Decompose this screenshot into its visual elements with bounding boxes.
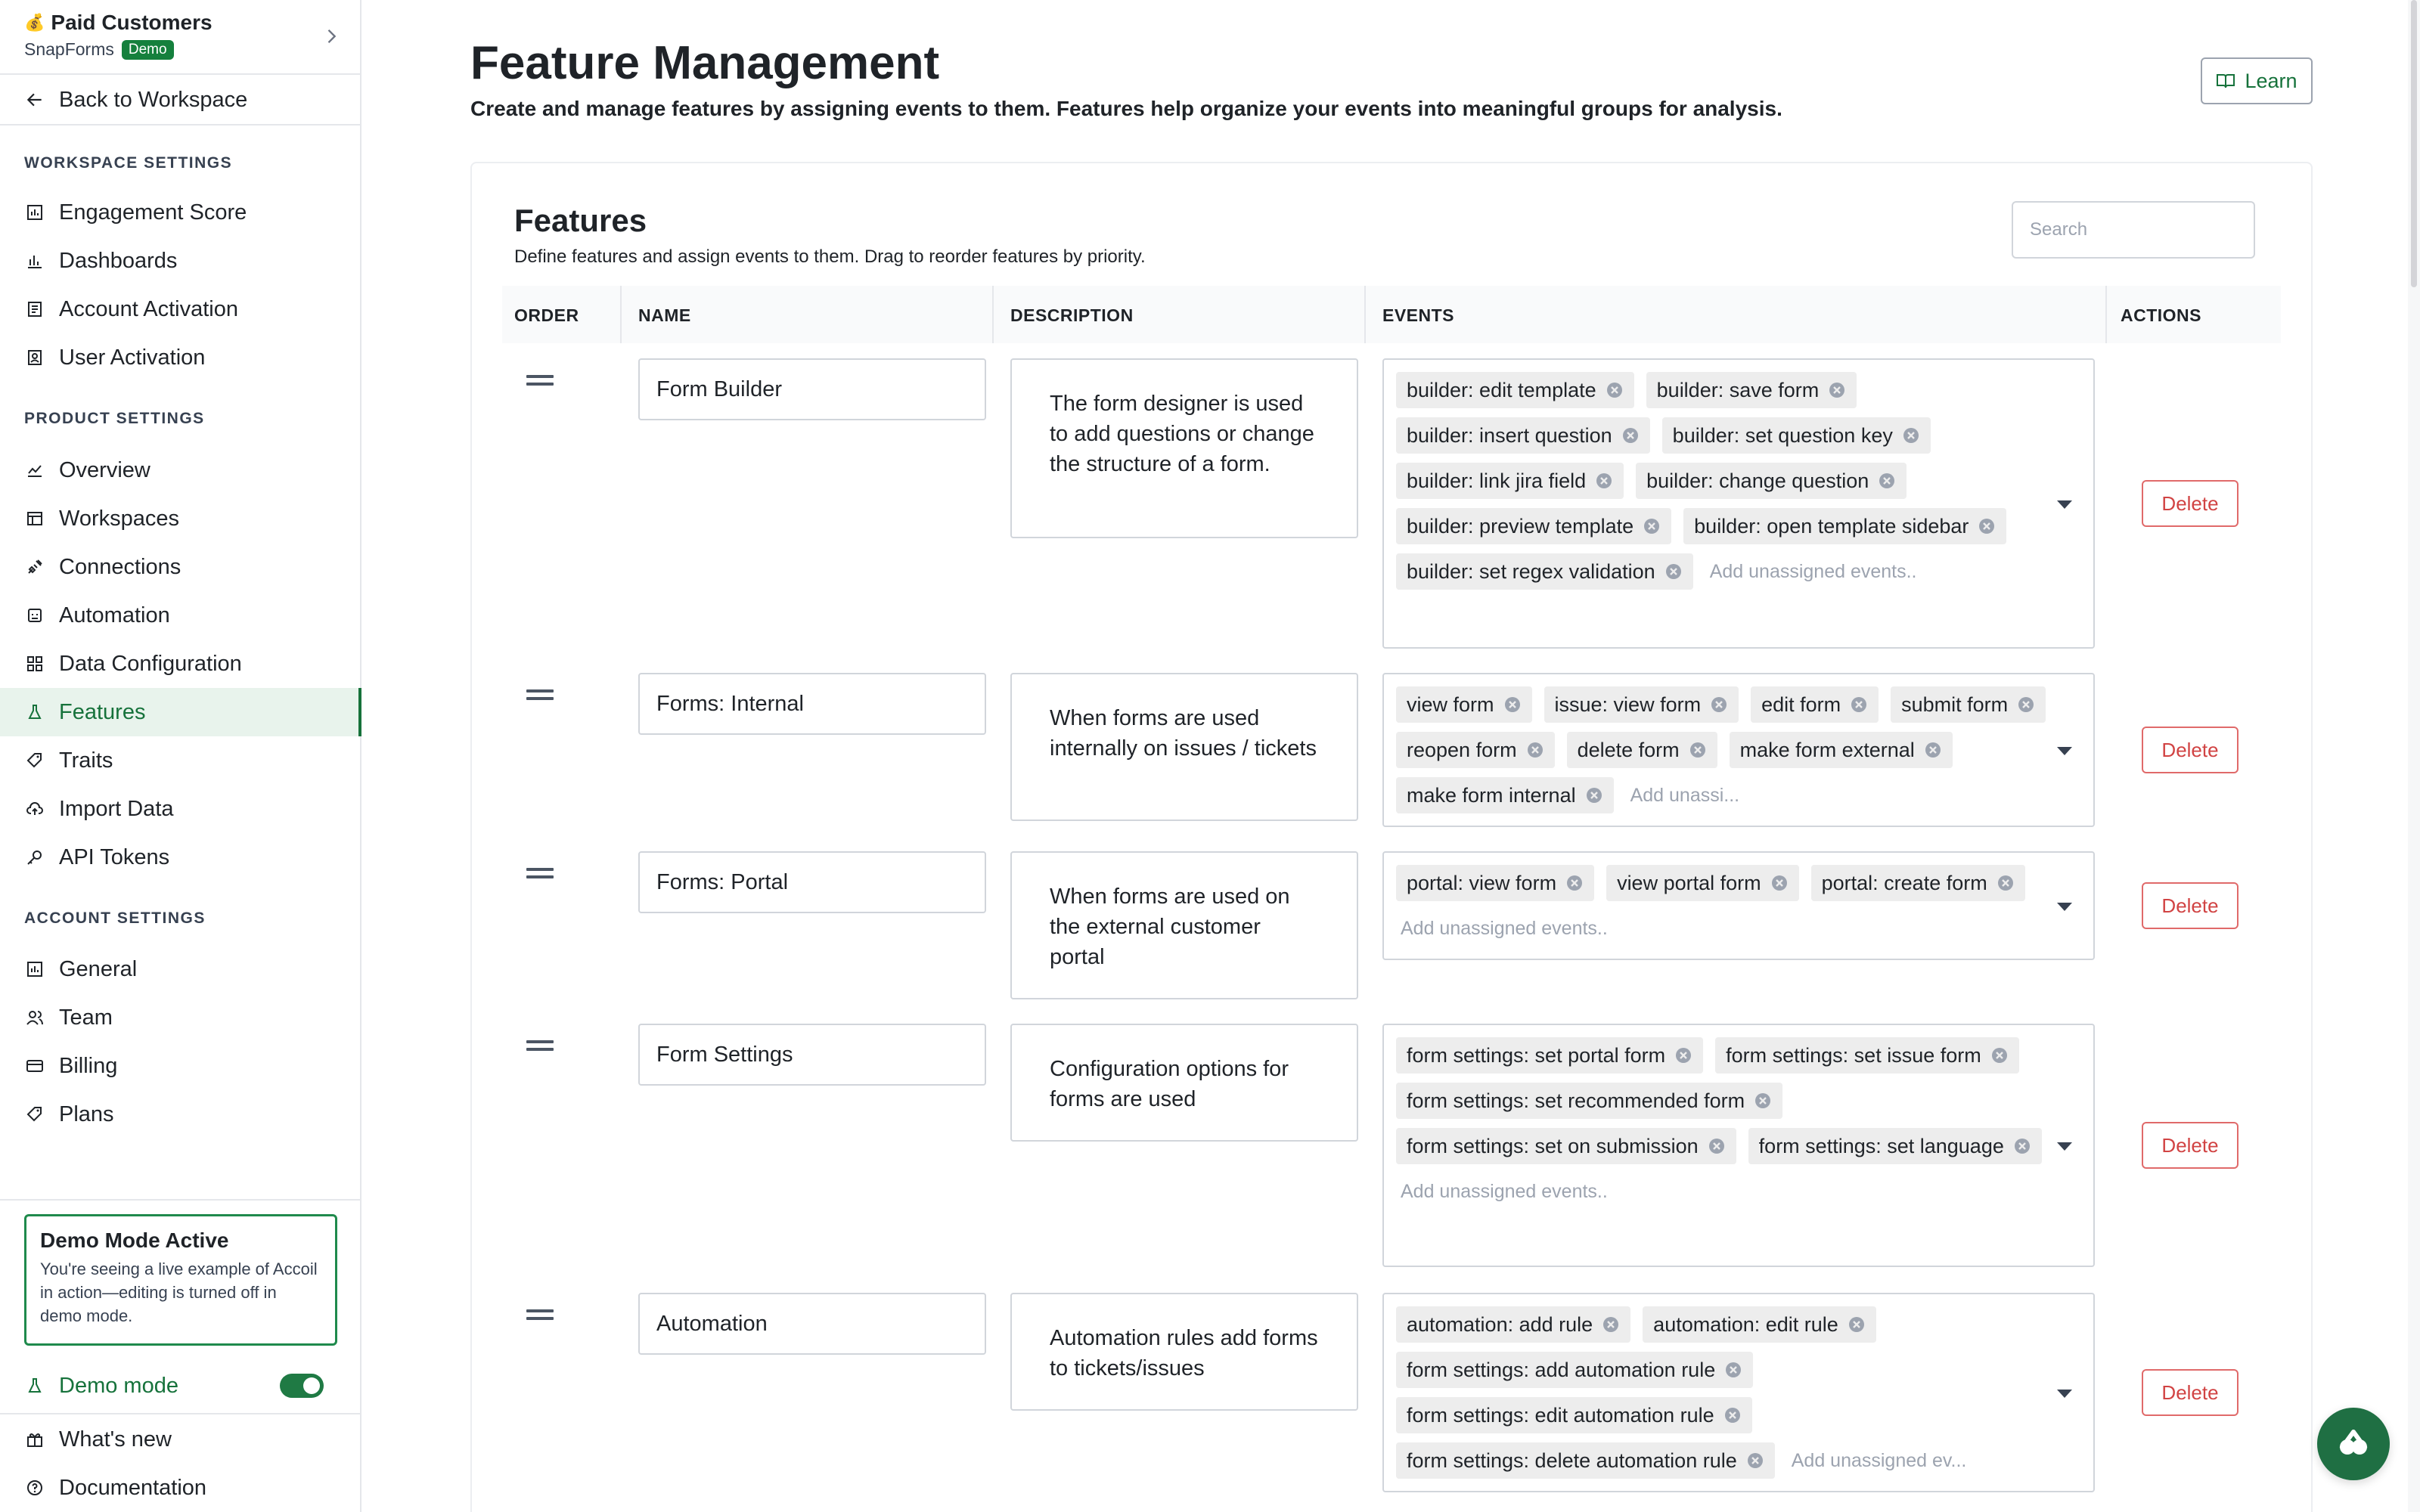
event-chip-label: form settings: set issue form [1726, 1043, 1981, 1067]
event-chip-label: portal: create form [1821, 871, 1987, 894]
event-chip-label: view form [1407, 692, 1494, 716]
sidebar-item-general[interactable]: General [0, 945, 361, 993]
gift-icon [24, 1429, 45, 1450]
remove-event-icon[interactable] [1565, 874, 1584, 892]
event-chip-label: make form internal [1407, 783, 1576, 807]
event-chip-label: builder: set question key [1672, 423, 1893, 447]
events-multiselect[interactable] [1382, 1024, 2095, 1267]
documentation-link[interactable]: Documentation [0, 1464, 361, 1512]
event-chip-label: edit form [1761, 692, 1841, 716]
remove-event-icon[interactable] [1996, 874, 2015, 892]
sidebar-item-features[interactable]: Features [0, 688, 361, 736]
sidebar-item-billing[interactable]: Billing [0, 1042, 361, 1090]
event-chip-label: form settings: set language [1758, 1134, 2004, 1157]
event-chip [1396, 865, 1594, 901]
col-actions: ACTIONS [2121, 305, 2201, 325]
money-bag-icon: 💰 [24, 13, 45, 32]
remove-event-icon[interactable] [1689, 741, 1707, 759]
col-events: EVENTS [1382, 305, 1455, 325]
col-order: ORDER [514, 305, 579, 325]
event-chip-label: builder: preview template [1407, 514, 1634, 538]
drag-handle-icon[interactable] [526, 1309, 554, 1323]
demo-notice-title: Demo Mode Active [40, 1228, 229, 1252]
event-chip-label: form settings: delete automation rule [1407, 1448, 1737, 1472]
event-chip-label: builder: set regex validation [1407, 559, 1655, 583]
event-chip [1396, 1397, 1752, 1433]
event-chip [1751, 686, 1879, 723]
event-chip [1683, 508, 2006, 544]
add-events-input[interactable]: Add unassi... [1630, 784, 1740, 806]
tag-icon [24, 1104, 45, 1125]
demo-mode-label: Demo mode [59, 1373, 178, 1398]
page-subtitle: Create and manage features by assigning events to them. Features help organize your events into meaningful groups for analysis. [470, 97, 1782, 120]
feature-name-input[interactable]: Forms: Internal [638, 673, 986, 735]
event-chip-label: view portal form [1617, 871, 1761, 894]
drag-handle-icon[interactable] [526, 689, 554, 703]
remove-event-icon[interactable] [1770, 874, 1789, 892]
feature-description-input[interactable]: Configuration options for forms are used [1010, 1024, 1358, 1142]
event-chip-label: automation: edit rule [1653, 1312, 1838, 1336]
event-chip-label: automation: add rule [1407, 1312, 1593, 1336]
feature-description-input[interactable]: When forms are used internally on issues / tickets [1010, 673, 1358, 821]
scorecard-icon [24, 959, 45, 980]
remove-event-icon[interactable] [1621, 426, 1640, 445]
sidebar-item-import-data[interactable]: Import Data [0, 785, 361, 833]
feature-name-input[interactable]: Automation [638, 1293, 986, 1355]
sidebar-item-overview[interactable]: Overview [0, 446, 361, 494]
events-chip-list [1396, 865, 2046, 947]
delete-feature-button[interactable]: Delete [2142, 882, 2238, 929]
feature-name-input[interactable]: Forms: Portal [638, 851, 986, 913]
event-chip [1606, 865, 1799, 901]
event-chip [1396, 553, 1693, 590]
remove-event-icon[interactable] [1503, 696, 1522, 714]
add-events-input[interactable]: Add unassigned events.. [1401, 917, 1608, 939]
event-chip-label: reopen form [1407, 738, 1517, 761]
remove-event-icon[interactable] [2013, 1137, 2031, 1155]
demo-mode-toggle[interactable] [280, 1374, 324, 1398]
delete-feature-button[interactable]: Delete [2142, 727, 2238, 773]
bar-chart-icon [24, 250, 45, 271]
robot-icon [24, 605, 45, 626]
demo-badge: Demo [122, 40, 174, 60]
demo-mode-notice [24, 1214, 337, 1346]
dropdown-arrow-icon[interactable] [2057, 747, 2072, 755]
whats-new-link[interactable]: What's new [0, 1415, 361, 1464]
sidebar-item-plans[interactable]: Plans [0, 1090, 361, 1139]
tag-icon [24, 750, 45, 771]
remove-event-icon[interactable] [1978, 517, 1996, 535]
event-chip-label: builder: open template sidebar [1694, 514, 1969, 538]
help-chat-button[interactable] [2317, 1408, 2390, 1480]
event-chip-label: builder: insert question [1407, 423, 1612, 447]
sidebar-item-automation[interactable]: Automation [0, 591, 361, 640]
event-chip [1715, 1037, 2019, 1074]
remove-event-icon[interactable] [1708, 1137, 1726, 1155]
card-icon [24, 1055, 45, 1077]
remove-event-icon[interactable] [1990, 1046, 2009, 1064]
sidebar-item-account-activation[interactable]: Account Activation [0, 285, 361, 333]
book-icon [2216, 73, 2235, 89]
back-to-workspace-link[interactable]: Back to Workspace [0, 76, 361, 124]
user-doc-icon [24, 347, 45, 368]
account-settings-heading: ACCOUNT SETTINGS [24, 909, 206, 927]
event-chip [1396, 1442, 1775, 1479]
demo-notice-text: You're seeing a live example of Accoil in action—editing is turned off in demo mode. [40, 1259, 318, 1325]
event-chip [1891, 686, 2046, 723]
flask-icon [24, 1375, 45, 1396]
sidebar-item-connections[interactable]: Connections [0, 543, 361, 591]
event-chip [1643, 1306, 1876, 1343]
remove-event-icon[interactable] [1674, 1046, 1692, 1064]
chat-logo-icon [2332, 1423, 2375, 1465]
product-settings-heading: PRODUCT SETTINGS [24, 410, 205, 427]
org-switcher[interactable] [24, 11, 342, 60]
workspace-settings-heading: WORKSPACE SETTINGS [24, 154, 233, 172]
remove-event-icon[interactable] [1754, 1092, 1772, 1110]
event-chip [1396, 686, 1532, 723]
sidebar-item-engagement-score[interactable]: Engagement Score [0, 188, 361, 237]
remove-event-icon[interactable] [1723, 1406, 1742, 1424]
event-chip-label: form settings: edit automation rule [1407, 1403, 1714, 1427]
event-chip [1396, 508, 1671, 544]
event-chip [1567, 732, 1717, 768]
sidebar-item-dashboards[interactable]: Dashboards [0, 237, 361, 285]
events-chip-list [1396, 372, 2046, 590]
dropdown-arrow-icon[interactable] [2057, 1390, 2072, 1398]
event-chip [1636, 463, 1907, 499]
delete-feature-button[interactable]: Delete [2142, 1369, 2238, 1416]
feature-name-input[interactable]: Form Builder [638, 358, 986, 420]
event-chip [1730, 732, 1953, 768]
event-chip [1396, 463, 1624, 499]
remove-event-icon[interactable] [2017, 696, 2035, 714]
event-chip-label: delete form [1577, 738, 1680, 761]
search-input[interactable] [2012, 201, 2255, 259]
event-chip [1396, 372, 1634, 408]
remove-event-icon[interactable] [1526, 741, 1544, 759]
remove-event-icon[interactable] [1595, 472, 1613, 490]
events-chip-list [1396, 686, 2046, 813]
events-multiselect[interactable] [1382, 673, 2095, 827]
remove-event-icon[interactable] [1710, 696, 1728, 714]
event-chip [1396, 1306, 1630, 1343]
add-events-input[interactable]: Add unassigned events.. [1401, 1180, 1608, 1202]
features-title: Features [514, 203, 647, 238]
events-multiselect[interactable] [1382, 851, 2095, 960]
plug-icon [24, 556, 45, 578]
event-chip-label: form settings: set portal form [1407, 1043, 1666, 1067]
remove-event-icon[interactable] [1665, 562, 1683, 581]
remove-event-icon[interactable] [1606, 381, 1624, 399]
page-title: Feature Management [470, 37, 940, 89]
delete-feature-button[interactable]: Delete [2142, 480, 2238, 527]
event-chip [1544, 686, 1739, 723]
dropdown-arrow-icon[interactable] [2057, 1142, 2072, 1151]
event-chip-label: builder: save form [1656, 378, 1820, 401]
event-chip [1396, 417, 1650, 454]
remove-event-icon[interactable] [1902, 426, 1920, 445]
event-chip [1396, 1128, 1736, 1164]
drag-handle-icon[interactable] [526, 375, 554, 389]
event-chip [1396, 732, 1555, 768]
event-chip [1396, 1037, 1703, 1074]
key-icon [24, 847, 45, 868]
event-chip-label: builder: link jira field [1407, 469, 1587, 492]
events-multiselect[interactable] [1382, 358, 2095, 649]
remove-event-icon[interactable] [1585, 786, 1603, 804]
sidebar-item-api-tokens[interactable]: API Tokens [0, 833, 361, 881]
add-events-input[interactable]: Add unassigned ev... [1791, 1449, 1967, 1471]
sidebar-item-user-activation[interactable]: User Activation [0, 333, 361, 382]
dropdown-arrow-icon[interactable] [2057, 903, 2072, 911]
drag-handle-icon[interactable] [526, 868, 554, 881]
event-chip [1646, 372, 1857, 408]
col-name: NAME [638, 305, 691, 325]
event-chip-label: make form external [1739, 738, 1915, 761]
event-chip [1811, 865, 2025, 901]
dropdown-arrow-icon[interactable] [2057, 500, 2072, 509]
event-chip-label: issue: view form [1554, 692, 1702, 716]
remove-event-icon[interactable] [1878, 472, 1896, 490]
sidebar-item-team[interactable]: Team [0, 993, 361, 1042]
help-circle-icon [24, 1477, 45, 1498]
drag-handle-icon[interactable] [526, 1040, 554, 1054]
learn-button[interactable]: Learn [2201, 57, 2313, 104]
event-chip-label: form settings: set on submission [1407, 1134, 1699, 1157]
remove-event-icon[interactable] [1746, 1452, 1764, 1470]
scorecard-icon [24, 202, 45, 223]
event-chip [1748, 1128, 2042, 1164]
sidebar-item-data-configuration[interactable]: Data Configuration [0, 640, 361, 688]
remove-event-icon[interactable] [1724, 1361, 1742, 1379]
event-chip-label: builder: change question [1646, 469, 1869, 492]
sidebar-item-workspaces[interactable]: Workspaces [0, 494, 361, 543]
remove-event-icon[interactable] [1848, 1315, 1866, 1334]
users-icon [24, 1007, 45, 1028]
features-subtitle: Define features and assign events to them. Drag to reorder features by priority. [514, 246, 1146, 267]
remove-event-icon[interactable] [1602, 1315, 1620, 1334]
remove-event-icon[interactable] [1850, 696, 1868, 714]
event-chip-label: portal: view form [1407, 871, 1557, 894]
event-chip [1396, 777, 1614, 813]
cloud-upload-icon [24, 798, 45, 820]
feature-description-input[interactable]: When forms are used on the external customer portal [1010, 851, 1358, 999]
event-chip-label: form settings: set recommended form [1407, 1089, 1745, 1112]
feature-description-input[interactable]: The form designer is used to add questions or change the structure of a form. [1010, 358, 1358, 538]
add-events-input[interactable]: Add unassigned events.. [1709, 560, 1917, 582]
grid-icon [24, 653, 45, 674]
sidebar-item-traits[interactable]: Traits [0, 736, 361, 785]
event-chip [1396, 1083, 1782, 1119]
list-doc-icon [24, 299, 45, 320]
event-chip-label: builder: edit template [1407, 378, 1596, 401]
event-chip-label: form settings: add automation rule [1407, 1358, 1716, 1381]
event-chip [1396, 1352, 1753, 1388]
events-chip-list [1396, 1037, 2046, 1210]
events-chip-list [1396, 1306, 2046, 1479]
delete-feature-button[interactable]: Delete [2142, 1122, 2238, 1169]
sidebar [0, 0, 361, 1512]
scrollbar-thumb[interactable] [2411, 0, 2417, 287]
line-chart-icon [24, 460, 45, 481]
org-workspace: SnapForms Demo [24, 39, 342, 60]
remove-event-icon[interactable] [1924, 741, 1942, 759]
events-multiselect[interactable] [1382, 1293, 2095, 1492]
remove-event-icon[interactable] [1643, 517, 1661, 535]
arrow-left-icon [24, 89, 45, 110]
col-description: DESCRIPTION [1010, 305, 1134, 325]
feature-name-input[interactable]: Form Settings [638, 1024, 986, 1086]
event-chip [1662, 417, 1931, 454]
chevron-right-icon [321, 26, 342, 47]
flask-icon [24, 702, 45, 723]
feature-description-input[interactable]: Automation rules add forms to tickets/issues [1010, 1293, 1358, 1411]
org-name: 💰 Paid Customers [24, 11, 213, 34]
layout-icon [24, 508, 45, 529]
event-chip-label: submit form [1901, 692, 2009, 716]
remove-event-icon[interactable] [1828, 381, 1846, 399]
